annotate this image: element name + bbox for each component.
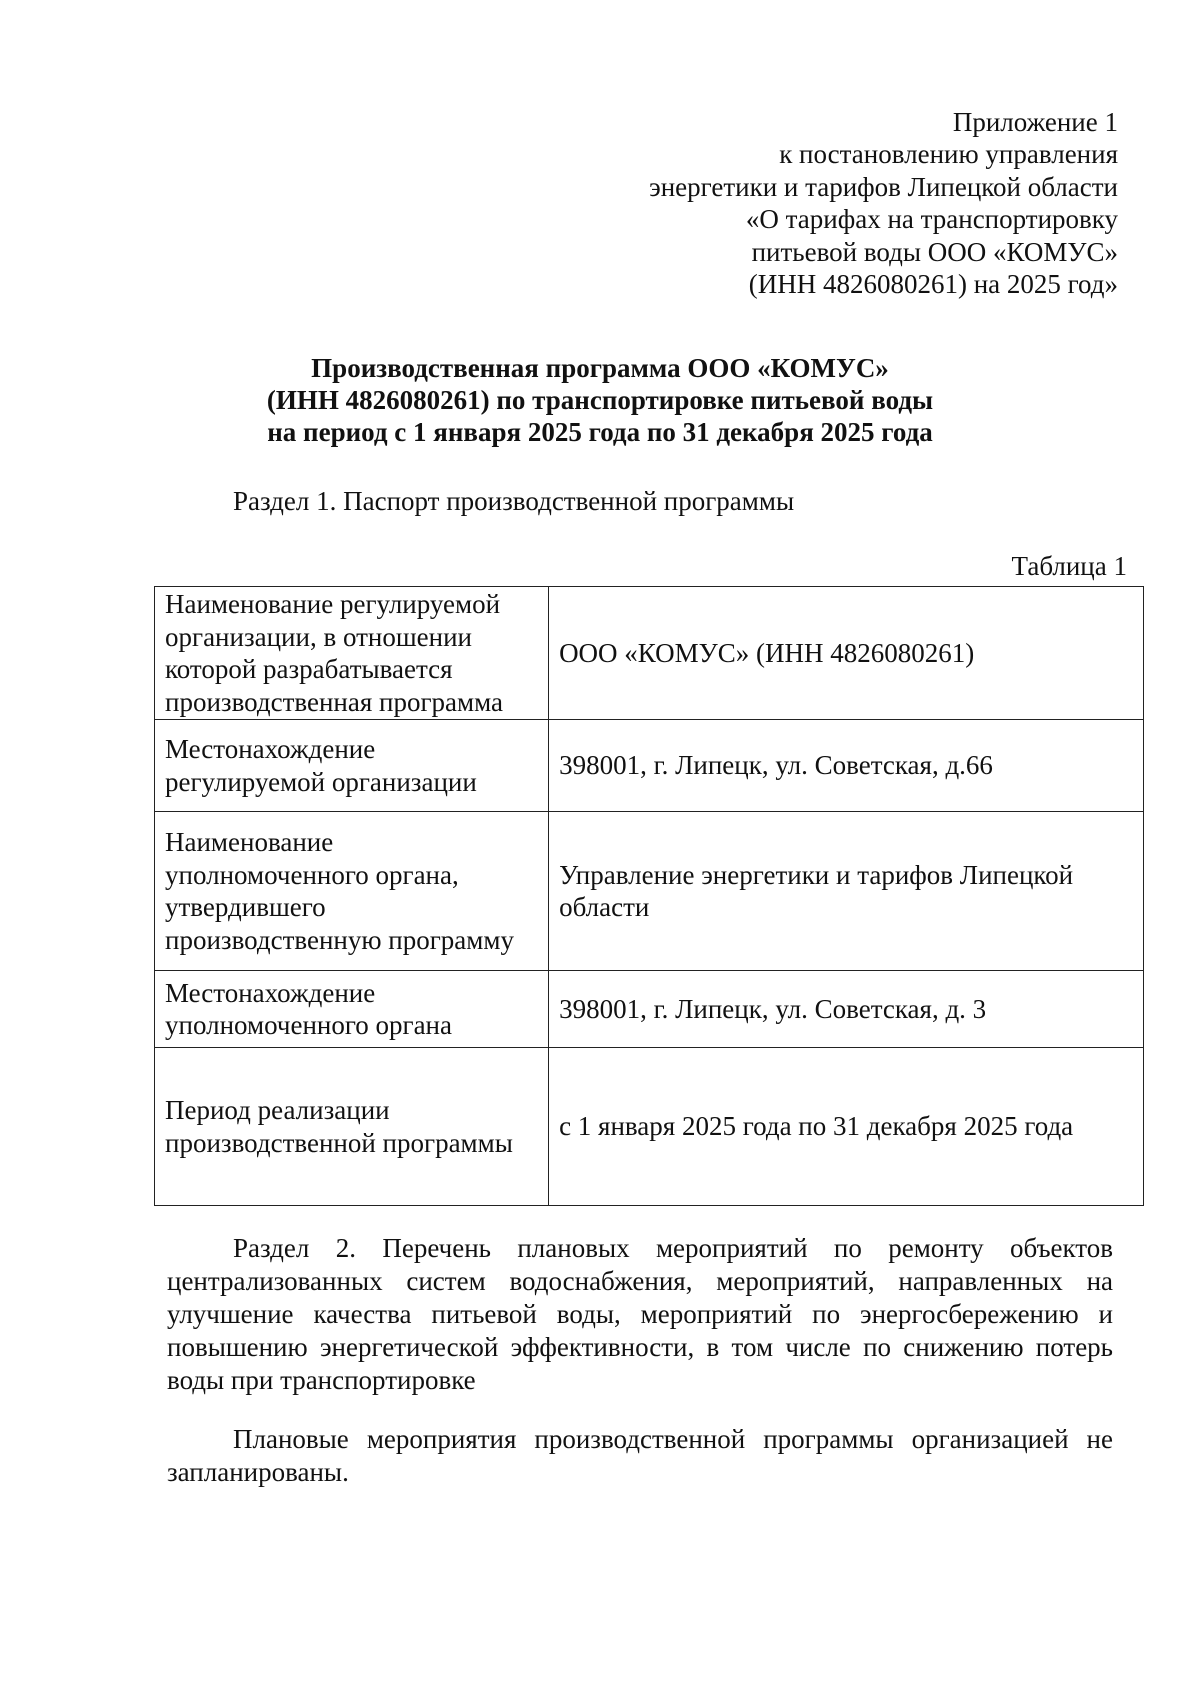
attachment-line: энергетики и тарифов Липецкой области xyxy=(649,171,1118,202)
row-value: ООО «КОМУС» (ИНН 4826080261) xyxy=(549,587,1144,720)
planned-activities-text: Плановые мероприятия производственной программы организацией не запланированы. xyxy=(167,1424,1113,1487)
row-label: Наименование регулируемой организации, в отношении которой разрабатывается производственная программа xyxy=(155,587,549,720)
attachment-line: к постановлению управления xyxy=(779,139,1118,170)
section1-heading: Раздел 1. Паспорт производственной программы xyxy=(233,486,795,516)
row-label: Период реализации производственной программы xyxy=(155,1048,549,1206)
passport-table xyxy=(154,586,1144,1206)
title-line: Производственная программа ООО «КОМУС» xyxy=(311,353,889,383)
row-label: Наименование уполномоченного органа, утвердившего производственную программу xyxy=(155,812,549,971)
attachment-line: питьевой воды ООО «КОМУС» xyxy=(751,236,1118,267)
document-title xyxy=(150,352,1050,448)
attachment-block xyxy=(558,106,1118,300)
table-row xyxy=(155,1048,1144,1206)
row-value: 398001, г. Липецк, ул. Советская, д. 3 xyxy=(549,971,1144,1048)
title-line: на период с 1 января 2025 года по 31 декабря 2025 года xyxy=(267,417,933,447)
row-value: 398001, г. Липецк, ул. Советская, д.66 xyxy=(549,720,1144,812)
table-row xyxy=(155,720,1144,812)
row-label: Местонахождение уполномоченного органа xyxy=(155,971,549,1048)
row-value: с 1 января 2025 года по 31 декабря 2025 года xyxy=(549,1048,1144,1206)
attachment-line: (ИНН 4826080261) на 2025 год» xyxy=(748,269,1118,300)
row-label: Местонахождение регулируемой организации xyxy=(155,720,549,812)
table-row xyxy=(155,971,1144,1048)
row-value: Управление энергетики и тарифов Липецкой области xyxy=(549,812,1144,971)
section2-heading: Раздел 2. Перечень плановых мероприятий по ремонту объектов централизованных систем водоснабжения, мероприятий, направленных на улучшение качества питьевой воды, мероприятий по энергосбережению и повышению энергетической эффективности, в том числе по снижению потерь воды при транспортировке xyxy=(167,1233,1113,1395)
title-line: (ИНН 4826080261) по транспортировке питьевой воды xyxy=(266,385,934,415)
attachment-line: Приложение 1 xyxy=(952,107,1118,137)
attachment-line: «О тарифах на транспортировку xyxy=(745,204,1118,235)
table-row xyxy=(155,587,1144,720)
table-label: Таблица 1 xyxy=(1011,551,1127,581)
table-row xyxy=(155,812,1144,971)
